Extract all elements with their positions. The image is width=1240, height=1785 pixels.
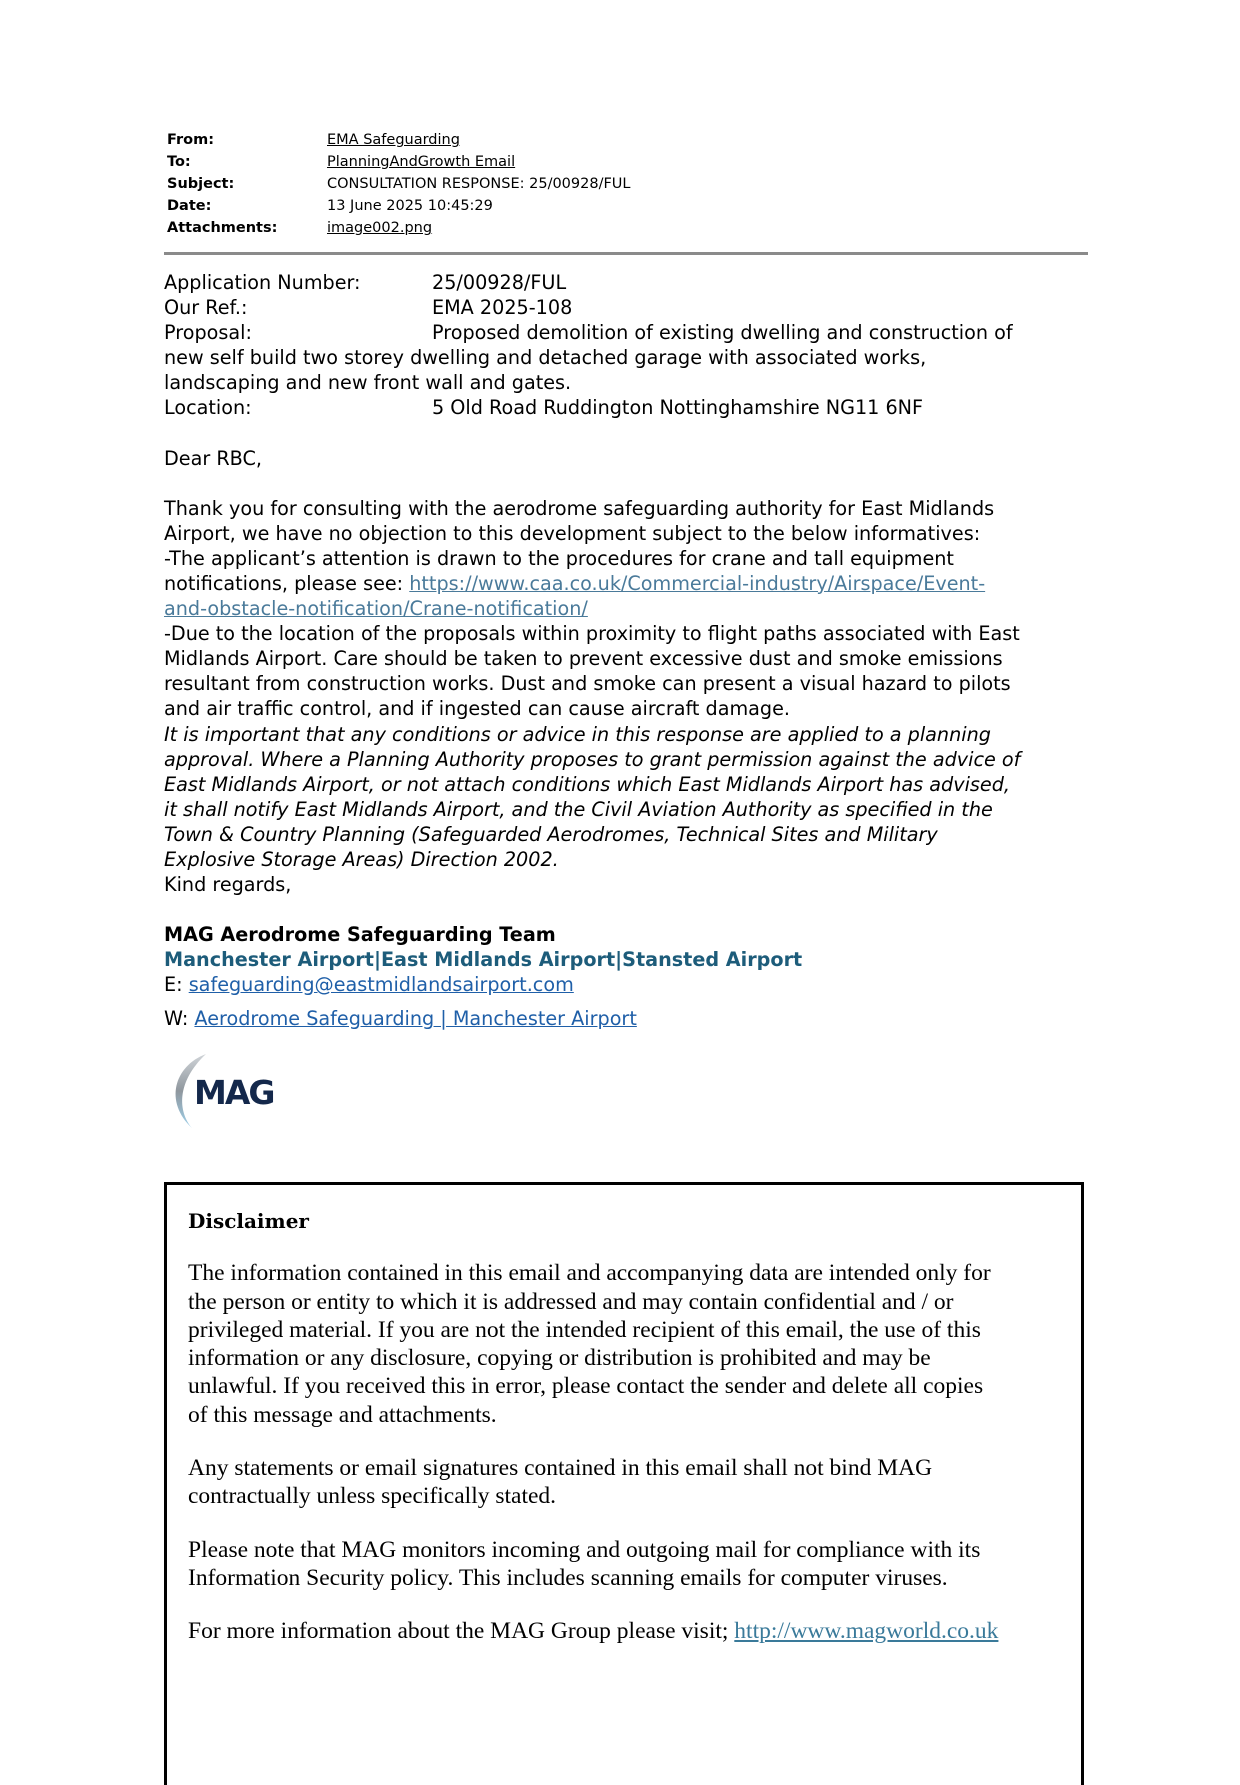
italic-line: Explosive Storage Areas) Direction 2002.: [164, 847, 559, 871]
attachment-link[interactable]: image002.png: [327, 220, 433, 236]
body-line: Midlands Airport. Care should be taken to prevent excessive dust and smoke emissions: [164, 647, 1003, 671]
proposal-value: Proposed demolition of existing dwelling and construction of: [432, 321, 1013, 345]
proposal-line: new self build two storey dwelling and detached garage with associated works,: [164, 346, 927, 370]
crane-notification-link[interactable]: https://www.caa.co.uk/Commercial-industry/Airspace/Event-: [409, 571, 986, 595]
svg-text:MAG: MAG: [194, 1073, 274, 1112]
email-label: E:: [164, 973, 189, 997]
disclaimer-paragraph: Any statements or email signatures contained in this email shall not bind MAG contractually unless specifically stated.: [188, 1455, 933, 1510]
from-link[interactable]: EMA Safeguarding: [327, 132, 460, 148]
app-number-label: Application Number:: [164, 271, 361, 294]
team-name: MAG Aerodrome Safeguarding Team: [164, 923, 556, 947]
signoff: Kind regards,: [164, 873, 292, 897]
disclaimer-paragraph: The information contained in this email and accompanying data are intended only for the person or entity to which it is addressed and may contain confidential and / or privileged material. If you are not the intended recipient of this email, the use of this information or any disclosure, copying or distribution is prohibited and may be unlawful. If you received this in error, please contact the sender and delete all copies of this message and attachments.: [188, 1260, 991, 1428]
disclaimer-paragraph: For more information about the MAG Group please visit; http://www.magworld.co.uk: [188, 1618, 999, 1645]
date-label: Date:: [167, 198, 212, 214]
subject-label: Subject:: [167, 176, 235, 192]
proposal-label: Proposal:: [164, 321, 252, 345]
header-divider: [164, 252, 1088, 255]
web-link[interactable]: Aerodrome Safeguarding | Manchester Airport: [194, 1007, 637, 1031]
body-line: -The applicant’s attention is drawn to the procedures for crane and tall equipment: [164, 546, 954, 570]
italic-line: It is important that any conditions or advice in this response are applied to a planning: [164, 722, 991, 746]
body-line: notifications, please see:: [164, 571, 410, 595]
italic-line: Town & Country Planning (Safeguarded Aerodromes, Technical Sites and Military: [164, 822, 938, 846]
greeting: Dear RBC,: [164, 446, 262, 470]
italic-line: East Midlands Airport, or not attach conditions which East Midlands Airport has advised,: [164, 772, 1010, 796]
disclaimer-box: [164, 1182, 1084, 1785]
magworld-link[interactable]: http://www.magworld.co.uk: [734, 1618, 999, 1645]
app-number-value: 25/00928/FUL: [432, 271, 567, 294]
italic-line: approval. Where a Planning Authority proposes to grant permission against the advice of: [164, 747, 1021, 771]
email-header: [167, 129, 631, 239]
body-line: and air traffic control, and if ingested can cause aircraft damage.: [164, 697, 791, 721]
date-value: 13 June 2025 10:45:29: [327, 198, 493, 214]
email-body: [164, 270, 1104, 1032]
to-label: To:: [167, 154, 191, 170]
attachments-label: Attachments:: [167, 220, 278, 236]
subject-value: CONSULTATION RESPONSE: 25/00928/FUL: [327, 176, 631, 192]
disclaimer-paragraph: Please note that MAG monitors incoming and outgoing mail for compliance with its Information Security policy. This includes scanning emails for computer viruses.: [188, 1536, 981, 1591]
location-value: 5 Old Road Ruddington Nottinghamshire NG11 6NF: [432, 396, 924, 420]
mag-logo: [164, 1052, 294, 1137]
body-line: -Due to the location of the proposals within proximity to flight paths associated with East: [164, 622, 1020, 646]
ref-value: EMA 2025-108: [432, 296, 573, 320]
email-link[interactable]: safeguarding@eastmidlandsairport.com: [188, 973, 574, 997]
italic-line: it shall notify East Midlands Airport, and the Civil Aviation Authority as specified in the: [164, 797, 993, 821]
crane-notification-link-cont[interactable]: and-obstacle-notification/Crane-notification/: [164, 597, 588, 621]
proposal-line: landscaping and new front wall and gates.: [164, 371, 572, 395]
web-label: W:: [164, 1007, 195, 1031]
from-label: From:: [167, 132, 214, 148]
to-link[interactable]: PlanningAndGrowth Email: [327, 154, 516, 170]
body-line: Thank you for consulting with the aerodrome safeguarding authority for East Midlands: [164, 496, 995, 520]
disclaimer-title: Disclaimer: [188, 1209, 309, 1233]
ref-label: Our Ref.:: [164, 296, 248, 320]
location-label: Location:: [164, 396, 252, 420]
body-line: Airport, we have no objection to this development subject to the below informatives:: [164, 521, 981, 545]
airports: Manchester Airport|East Midlands Airport|Stansted Airport: [164, 948, 803, 972]
body-line: resultant from construction works. Dust and smoke can present a visual hazard to pilots: [164, 672, 1011, 696]
